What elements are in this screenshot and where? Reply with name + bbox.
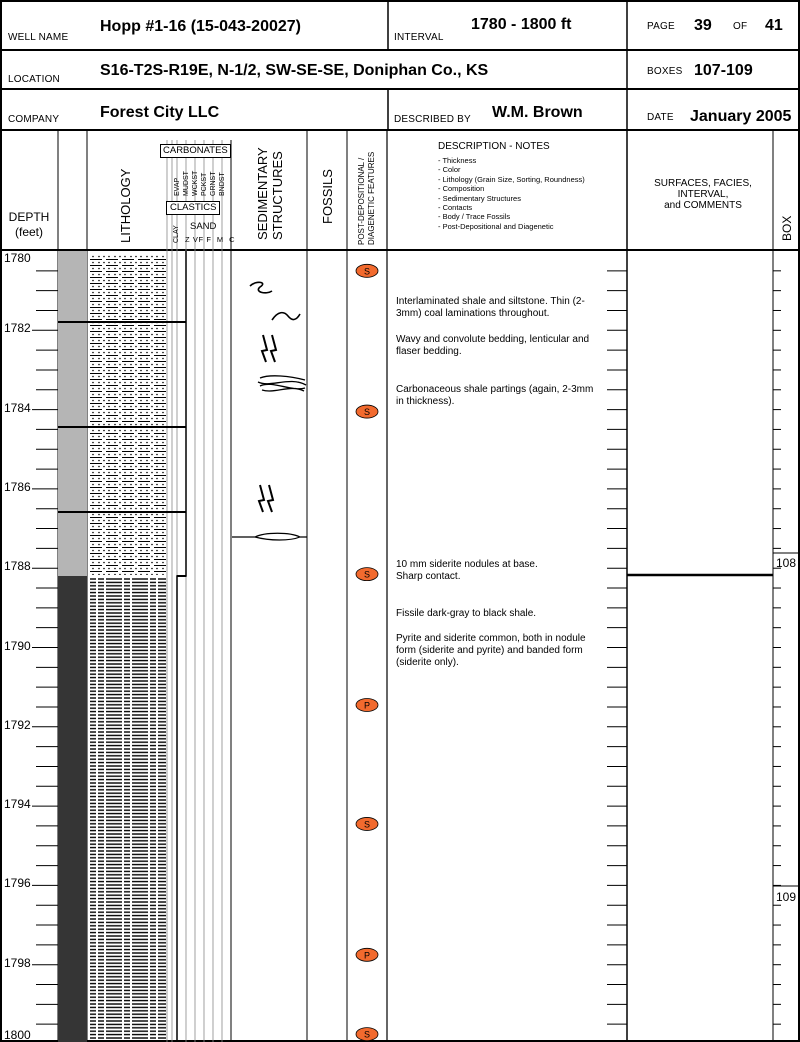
siderite-marker-icon [356, 264, 378, 277]
convolute-bedding-icon [262, 335, 276, 362]
page-label: PAGE [647, 21, 675, 32]
carbonates-header: CARBONATES [160, 144, 231, 158]
depth-header [2, 210, 56, 240]
sand-header: SAND [190, 221, 217, 232]
post-header-line1: POST-DEPOSITIONAL / [357, 157, 366, 245]
box-number-109: 109 [776, 890, 797, 904]
carbonate-type-bndst: BNDST [219, 172, 226, 196]
siderite-marker-icon [356, 817, 378, 830]
clay-header: CLAY [173, 225, 180, 243]
description-checklist-item: - Lithology (Grain Size, Sorting, Roundness) [438, 174, 585, 184]
description-checklist-item: - Body / Trace Fossils [438, 212, 511, 222]
sedimentary-structures-header [255, 147, 285, 240]
depth-label-1790: 1790 [4, 638, 31, 653]
flaser-bedding-icon [258, 376, 306, 391]
description-checklist-item: - Thickness [438, 156, 477, 165]
marker-symbol: S [363, 407, 371, 418]
depth-label-1798: 1798 [4, 955, 31, 970]
depth-label-1788: 1788 [4, 559, 31, 574]
description-wavy-bedding: Wavy and convolute bedding, lenticular and flaser bedding. [396, 334, 590, 357]
description-header: DESCRIPTION - NOTES [438, 141, 550, 152]
siderite-marker-icon [356, 405, 378, 418]
page-total: 41 [765, 17, 783, 34]
lenticular-bedding-icon [232, 533, 307, 540]
carbonate-type-mudst: MUDST [183, 171, 190, 196]
description-fissile-shale: Fissile dark-gray to black shale. [396, 608, 537, 619]
description-checklist-item: - Composition [438, 184, 485, 194]
page-number: 39 [694, 17, 712, 34]
carbonate-type-pckst: PCKST [201, 172, 208, 196]
depth-label-1786: 1786 [4, 479, 31, 494]
description-checklist [438, 156, 585, 231]
interval-label: INTERVAL [394, 32, 444, 43]
box-number-108: 108 [776, 556, 797, 570]
boxes-label: BOXES [647, 66, 683, 77]
post-depositional-header [357, 152, 377, 245]
post-header-line2: DIAGENETIC FEATURES [367, 151, 376, 245]
described-by-value: W.M. Brown [492, 104, 583, 121]
depth-header-line2: (feet) [14, 225, 43, 239]
depth-label-1794: 1794 [4, 797, 31, 812]
depth-label-1780: 1780 [4, 251, 31, 265]
description-interlaminated: Interlaminated shale and siltstone. Thin (2-3mm) coal laminations throughout. [396, 296, 585, 319]
surfaces-header [634, 178, 772, 211]
depth-label-1800: 1800 [4, 1028, 31, 1042]
marker-symbol: S [363, 569, 371, 580]
siderite-marker-icon [356, 568, 378, 581]
sed-header-line1: SEDIMENTARY [255, 147, 270, 240]
company-value: Forest City LLC [100, 104, 220, 121]
date-value: January 2005 [690, 108, 792, 125]
location-value: S16-T2S-R19E, N-1/2, SW-SE-SE, Doniphan Co., KS [100, 62, 489, 79]
carbonate-type-grnst: GRNST [210, 171, 217, 196]
well-name-label: WELL NAME [8, 32, 69, 43]
wavy-bedding-icon [272, 313, 300, 320]
convolute-bedding-icon [259, 485, 273, 512]
siderite-marker-icon [356, 1028, 378, 1041]
core-recovery-column [58, 251, 87, 1042]
interval-value: 1780 - 1800 ft [471, 16, 572, 33]
surfaces-header-line1: SURFACES, FACIES, [654, 178, 752, 189]
grain-size-profile [177, 251, 186, 1042]
marker-symbol: P [363, 700, 371, 711]
boxes-value: 107-109 [694, 62, 753, 79]
description-checklist-item: - Contacts [438, 203, 473, 213]
well-name: Hopp #1-16 (15-043-20027) [100, 18, 301, 35]
description-checklist-item: - Color [438, 165, 461, 175]
pyrite-marker-icon [356, 948, 378, 961]
clastics-header: CLASTICS [166, 201, 220, 215]
sand-size-scale: Z VF F M C [185, 235, 236, 244]
surfaces-header-line2: INTERVAL, [677, 189, 729, 200]
depth-label-1796: 1796 [4, 876, 31, 891]
diagenetic-markers [356, 264, 378, 1040]
described-by-label: DESCRIBED BY [394, 114, 471, 125]
description-checklist-item: - Post-Depositional and Diagenetic [438, 221, 554, 231]
depth-label-1792: 1792 [4, 717, 31, 732]
description-checklist-item: - Sedimentary Structures [438, 193, 521, 203]
marker-symbol: S [363, 819, 371, 830]
date-label: DATE [647, 112, 674, 123]
depth-label-1782: 1782 [4, 321, 31, 336]
company-label: COMPANY [8, 114, 60, 125]
depth-header-line1: DEPTH [8, 210, 50, 224]
wavy-lamination-icon [250, 282, 272, 293]
description-siderite-nodules: 10 mm siderite nodules at base. Sharp contact. [396, 559, 538, 582]
marker-symbol: S [363, 266, 371, 277]
carbonate-type-evap: EVAP [174, 177, 181, 196]
page-of-label: OF [733, 21, 748, 32]
marker-symbol: P [363, 950, 371, 961]
surface-and-box-lines [627, 553, 800, 886]
sedimentary-structure-symbols [232, 282, 307, 540]
description-pyrite-siderite: Pyrite and siderite common, both in nodule form (siderite and pyrite) and banded form (siderite only). [396, 633, 586, 668]
location-label: LOCATION [8, 74, 60, 85]
sed-header-line2: STRUCTURES [270, 151, 285, 240]
carbonate-type-wckst: WCKST [192, 170, 199, 196]
pyrite-marker-icon [356, 698, 378, 711]
surfaces-header-line3: and COMMENTS [664, 200, 742, 211]
fossils-header: FOSSILS [320, 169, 335, 224]
lithology-header: LITHOLOGY [118, 168, 133, 243]
lithology-column [87, 255, 186, 1040]
marker-symbol: S [363, 1029, 371, 1040]
box-header: BOX [780, 215, 794, 241]
description-carbonaceous-partings: Carbonaceous shale partings (again, 2-3mm in thickness). [396, 384, 594, 407]
depth-label-1784: 1784 [4, 400, 31, 415]
